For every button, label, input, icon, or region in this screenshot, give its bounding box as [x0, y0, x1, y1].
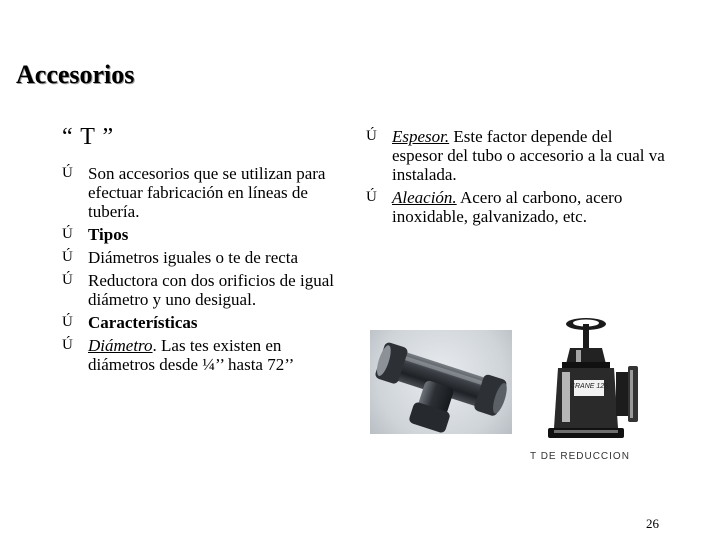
bullet-text — [392, 188, 666, 226]
bullet-arrow-icon: Ú — [366, 189, 377, 205]
bullet-arrow-icon: Ú — [62, 226, 73, 242]
bullet-item — [62, 336, 352, 374]
bullet-body: Este factor depende del espesor del tubo o accesorio a la cual va instalada. — [392, 127, 665, 184]
bullet-text: Reductora con dos orificios de igual diámetro y uno desigual. — [88, 271, 334, 309]
bullet-item — [366, 188, 666, 226]
bullet-item — [62, 164, 352, 221]
bullet-text: Diámetros iguales o te de recta — [88, 248, 299, 267]
bullet-arrow-icon: Ú — [62, 314, 73, 330]
valve-icon — [524, 310, 652, 450]
slide-subtitle: “ T ” — [62, 124, 115, 150]
reducing-tee-valve-drawing — [524, 310, 652, 450]
valve-label: CRANE 125 — [569, 383, 609, 390]
bullet-text — [392, 127, 666, 184]
image-caption: T DE REDUCCION — [530, 451, 630, 462]
tee-fitting-photo — [370, 330, 512, 434]
bullet-lead: Aleación. — [392, 188, 457, 207]
bullet-item — [62, 225, 352, 244]
bullet-text — [88, 336, 352, 374]
bullet-arrow-icon: Ú — [366, 128, 377, 144]
bullet-arrow-icon: Ú — [62, 249, 73, 265]
bullet-body: Acero al carbono, acero inoxidable, galvanizado, etc. — [392, 188, 623, 226]
bullet-arrow-icon: Ú — [62, 165, 73, 181]
bullet-item — [366, 127, 666, 184]
bullet-item — [62, 271, 352, 309]
bullet-body: . Las tes existen en diámetros desde ¼’’ hasta 72’’ — [88, 336, 295, 374]
bullet-text: Tipos — [88, 225, 129, 244]
slide-title: Accesorios — [16, 60, 135, 89]
bullet-text: Características — [88, 313, 198, 332]
bullet-arrow-icon: Ú — [62, 337, 73, 353]
bullet-item — [62, 248, 352, 267]
left-bullet-list — [62, 164, 352, 378]
bullet-arrow-icon: Ú — [62, 272, 73, 288]
bullet-lead: Espesor. — [392, 127, 450, 146]
bullet-lead: Diámetro — [88, 336, 153, 355]
bullet-item — [62, 313, 352, 332]
right-bullet-list — [366, 127, 666, 230]
bullet-text: Son accesorios que se utilizan para efectuar fabricación en líneas de tubería. — [88, 164, 326, 221]
page-number: 26 — [646, 516, 659, 531]
tee-fitting-icon — [370, 330, 512, 434]
